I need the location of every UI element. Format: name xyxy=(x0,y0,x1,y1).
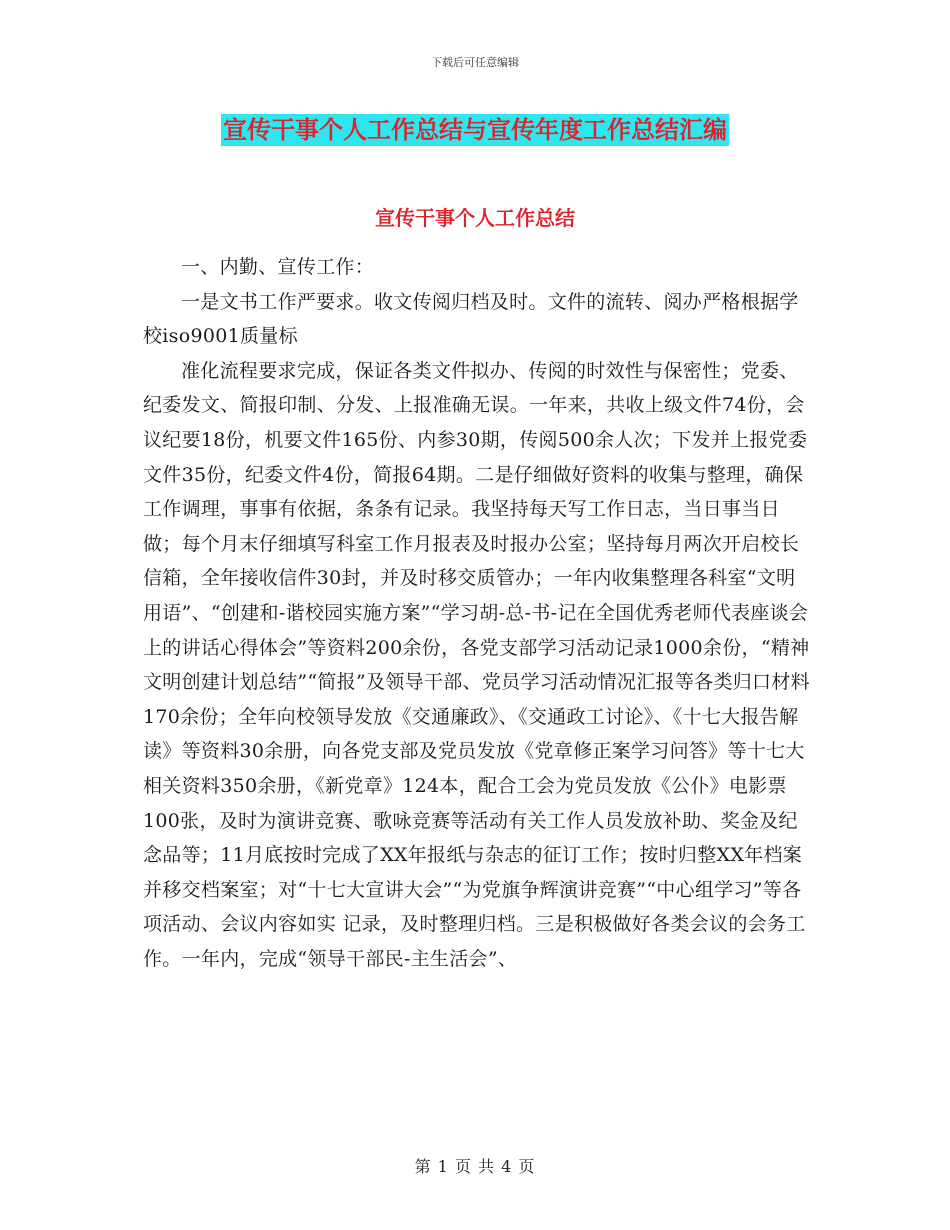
section-title: 宣传干事个人工作总结 xyxy=(375,206,575,230)
page-number: 第 1 页 共 4 页 xyxy=(414,1157,536,1176)
main-title-container xyxy=(0,114,950,146)
paragraph-heading: 一、内勤、宣传工作： xyxy=(181,256,375,278)
paragraph: 一是文书工作严要求。收文传阅归档及时。文件的流转、阅办严格根据学校iso9001质量标 xyxy=(143,290,799,348)
document-body xyxy=(143,250,813,976)
paragraph: 准化流程要求完成，保证各类文件拟办、传阅的时效性与保密性；党委、纪委发文、简报印制、分发、上报准确无误。一年来，共收上级文件74份，会议纪要18份，机要文件165份、内参30期，传阅500余人次；下发并上报党委文件35份，纪委文件4份，简报64期。二是仔细做好资料的收集与整理，确保工作调理，事事有依据，条条有记录。我坚持每天写工作日志，当日事当日做；每个月末仔细填写科室工作月报表及时报办公室；坚持每月两次开启校长信箱，全年接收信件30封，并及时移交质管办；一年内收集整理各科室“文明用语”、“创建和-谐校园实施方案”“学习胡-总-书-记在全国优秀老师代表座谈会上的讲话心得体会”等资料200余份，各党支部学习活动记录1000余份，“精神文明创建计划总结”“简报”及领导干部、党员学习活动情况汇报等各类归口材料170余份；全年向校领导发放《交通廉政》、《交通政工讨论》、《十七大报告解读》等资料30余册，向各党支部及党员发放《党章修正案学习问答》等十七大相关资料350余册，《新党章》124本，配合工会为党员发放《公仆》电影票100张，及时为演讲竞赛、歌咏竞赛等活动有关工作人员发放补助、奖金及纪念品等；11月底按时完成了XX年报纸与杂志的征订工作；按时归整XX年档案并移交档案室；对“十七大宣讲大会”“为党旗争辉演讲竞赛”“中心组学习”等各项活动、会议内容如实 记录，及时整理归档。三是积极做好各类会议的会务工作。一年内，完成“领导干部民-主生活会”、 xyxy=(143,359,810,970)
main-title: 宣传干事个人工作总结与宣传年度工作总结汇编 xyxy=(223,116,727,144)
header-note: 下载后可任意编辑 xyxy=(431,56,519,69)
